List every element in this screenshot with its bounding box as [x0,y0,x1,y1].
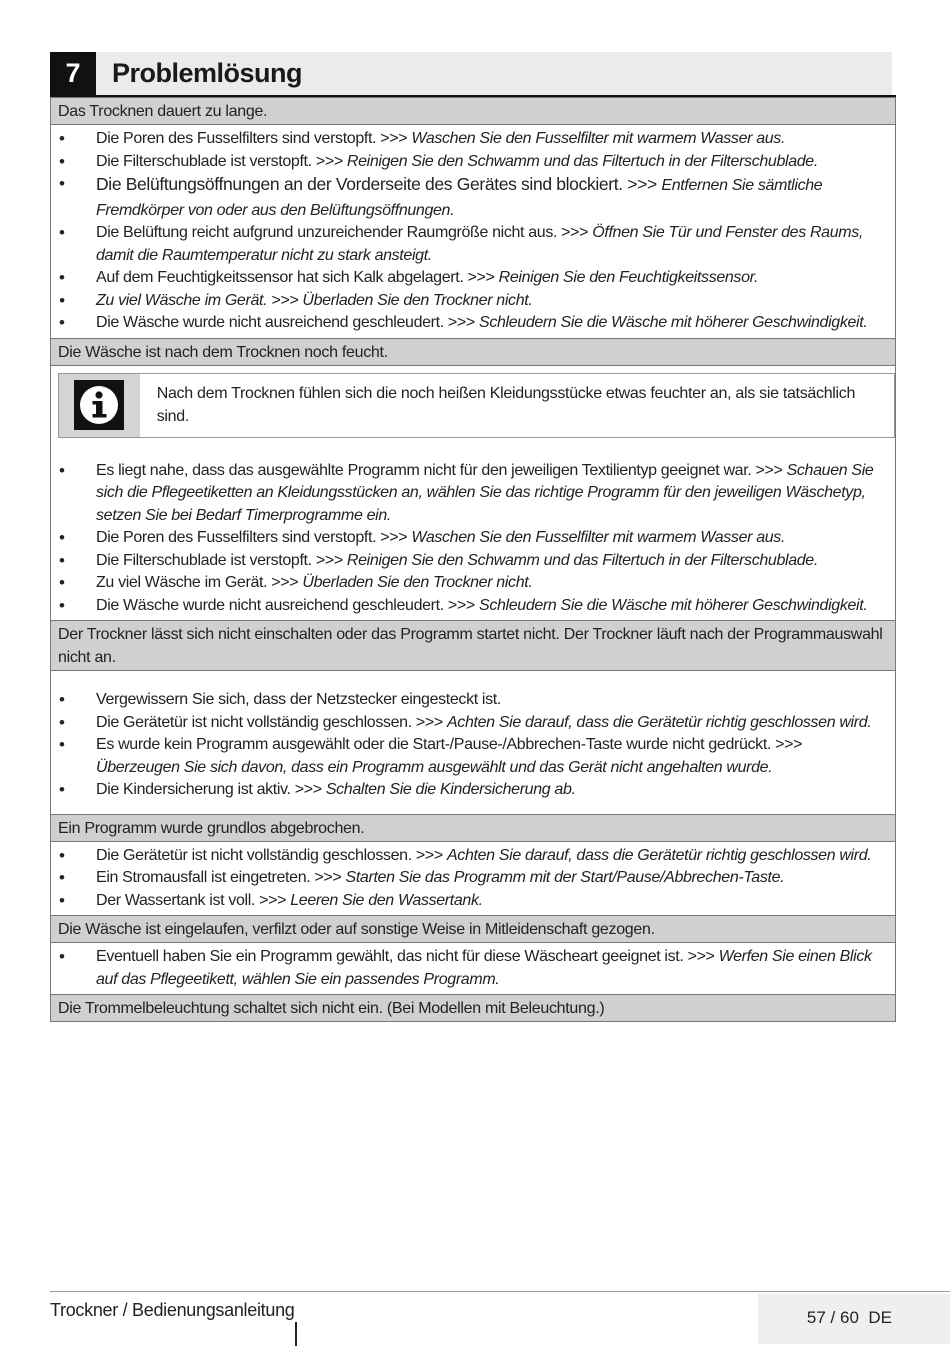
cause-text: Die Poren des Fusselfilters sind verstopft. >>> [96,529,412,546]
list-item [51,890,889,913]
remedy-text: Überladen Sie den Trockner nicht. [302,291,533,309]
chapter-header [50,52,892,95]
remedy-text: Überladen Sie den Trockner nicht. [302,574,533,591]
cause-text: Die Kindersicherung ist aktiv. >>> [96,781,326,798]
remedy-text: Reinigen Sie den Schwamm und das Filtertuch in der Filterschublade. [346,152,818,170]
list-item [51,867,889,890]
list-item [51,267,889,290]
footer-page-box [758,1294,950,1344]
cause-text: Die Gerätetür ist nicht vollständig geschlossen. >>> [96,846,447,864]
solution-list [51,125,895,338]
solution-list [51,671,895,814]
remedy-text: Werfen Sie einen Blick auf das Pflegeetikett, wählen Sie ein passendes Programm. [96,948,872,988]
troubleshooting-table [50,97,896,1022]
cause-text: Zu viel Wäsche im Gerät. >>> [96,574,303,591]
cause-text: Eventuell haben Sie ein Programm gewählt, das nicht für diese Wäscheart geeignet ist. >>> [96,948,719,965]
list-item [51,595,889,618]
cause-text: Der Wassertank ist voll. >>> [96,891,291,909]
problem-heading: Die Trommelbeleuchtung schaltet sich nicht ein. (Bei Modellen mit Beleuchtung.) [51,994,895,1021]
cause-text: Die Filterschublade ist verstopft. >>> [96,551,347,569]
note-text: Nach dem Trocknen fühlen sich die noch heißen Kleidungsstücke etwas feuchter an, als sie tatsächlich sind. [156,385,856,425]
cause-text: Vergewissern Sie sich, dass der Netzstecker eingesteckt ist. [96,691,501,708]
solution-list [51,442,895,621]
cause-text: Die Poren des Fusselfilters sind verstopft. >>> [96,130,412,147]
list-item [51,527,889,550]
remedy-text: Schauen Sie sich die Pflegeetiketten an Kleidungsstücken an, wählen Sie das richtige Programm für den jeweiligen Wäschetyp, setzen Sie bei Bedarf Timerprogramme ein. [96,461,874,524]
list-item [51,689,889,712]
problem-heading: Der Trockner lässt sich nicht einschalten oder das Programm startet nicht. Der Trockner läuft nach der Programmauswahl nicht an. [51,620,895,671]
cause-text: Es liegt nahe, dass das ausgewählte Programm nicht für den jeweiligen Textilientyp geeignet war. >>> [96,461,787,479]
chapter-title: Problemlösung [112,58,303,88]
list-item [51,946,889,991]
remedy-text: Schalten Sie die Kindersicherung ab. [325,781,576,798]
cause-text: Zu viel Wäsche im Gerät. >>> [96,291,303,309]
footer-document-title: Trockner / Bedienungsanleitung [50,1300,295,1320]
info-note [58,373,895,438]
cause-text: Die Filterschublade ist verstopft. >>> [96,152,347,170]
remedy-text: Achten Sie darauf, dass die Gerätetür richtig geschlossen wird. [446,846,872,864]
list-item [51,572,889,595]
cause-text: Die Belüftung reicht aufgrund unzureichender Raumgröße nicht aus. >>> [96,224,593,241]
list-item [51,128,889,151]
cause-text: Die Wäsche wurde nicht ausreichend geschleudert. >>> [96,596,480,614]
page-number [807,1308,892,1328]
cause-text: Die Wäsche wurde nicht ausreichend geschleudert. >>> [96,314,480,331]
list-item [51,222,889,267]
remedy-text: Reinigen Sie den Feuchtigkeitssensor. [498,269,759,286]
problem-heading: Die Wäsche ist eingelaufen, verfilzt oder auf sonstige Weise in Mitleidenschaft gezogen. [51,915,895,943]
list-item [51,151,889,174]
list-item [51,845,889,868]
solution-list [51,842,895,916]
list-item [51,712,889,735]
language-code: DE [868,1308,892,1327]
remedy-text: Überzeugen Sie sich davon, dass ein Programm ausgewählt und das Gerät nicht angehalten wurde. [96,758,773,776]
remedy-text: Schleudern Sie die Wäsche mit höherer Geschwindigkeit. [479,314,868,331]
cause-text: Die Gerätetür ist nicht vollständig geschlossen. >>> [96,713,447,731]
solution-list [51,943,895,994]
page-count: 57 / 60 [806,1308,859,1327]
remedy-text: Öffnen Sie Tür und Fenster des Raums, damit die Raumtemperatur nicht zu stark ansteigt. [96,224,864,264]
remedy-text: Achten Sie darauf, dass die Gerätetür richtig geschlossen wird. [446,713,872,731]
list-item [51,734,889,779]
chapter-number: 7 [50,52,96,95]
crop-mark [295,1322,297,1346]
remedy-text: Leeren Sie den Wassertank. [290,891,483,909]
cause-text: Die Belüftungsöffnungen an der Vorderseite des Gerätes sind blockiert. >>> [96,174,662,194]
cause-text: Es wurde kein Programm ausgewählt oder die Start-/Pause-/Abbrechen-Taste wurde nicht gedrückt. >>> [96,736,803,753]
list-item [51,779,889,802]
list-item [51,290,889,313]
cause-text: Auf dem Feuchtigkeitssensor hat sich Kalk abgelagert. >>> [96,269,499,286]
remedy-text: Waschen Sie den Fusselfilter mit warmem Wasser aus. [411,130,786,147]
problem-heading: Das Trocknen dauert zu lange. [51,97,895,125]
list-item [51,460,889,528]
list-item [51,173,889,222]
info-icon [59,374,140,437]
footer-rule [50,1291,950,1292]
list-item [51,550,889,573]
remedy-text: Reinigen Sie den Schwamm und das Filtertuch in der Filterschublade. [346,551,818,569]
problem-heading: Ein Programm wurde grundlos abgebrochen. [51,814,895,842]
remedy-text: Schleudern Sie die Wäsche mit höherer Geschwindigkeit. [479,596,868,614]
cause-text: Ein Stromausfall ist eingetreten. >>> [96,869,346,886]
remedy-text: Waschen Sie den Fusselfilter mit warmem Wasser aus. [411,529,786,546]
list-item [51,312,889,335]
remedy-text: Starten Sie das Programm mit der Start/Pause/Abbrechen-Taste. [345,869,785,886]
problem-heading: Die Wäsche ist nach dem Trocknen noch feucht. [51,338,895,366]
remedy-text: Entfernen Sie sämtliche Fremdkörper von oder aus den Belüftungsöffnungen. [96,177,823,219]
